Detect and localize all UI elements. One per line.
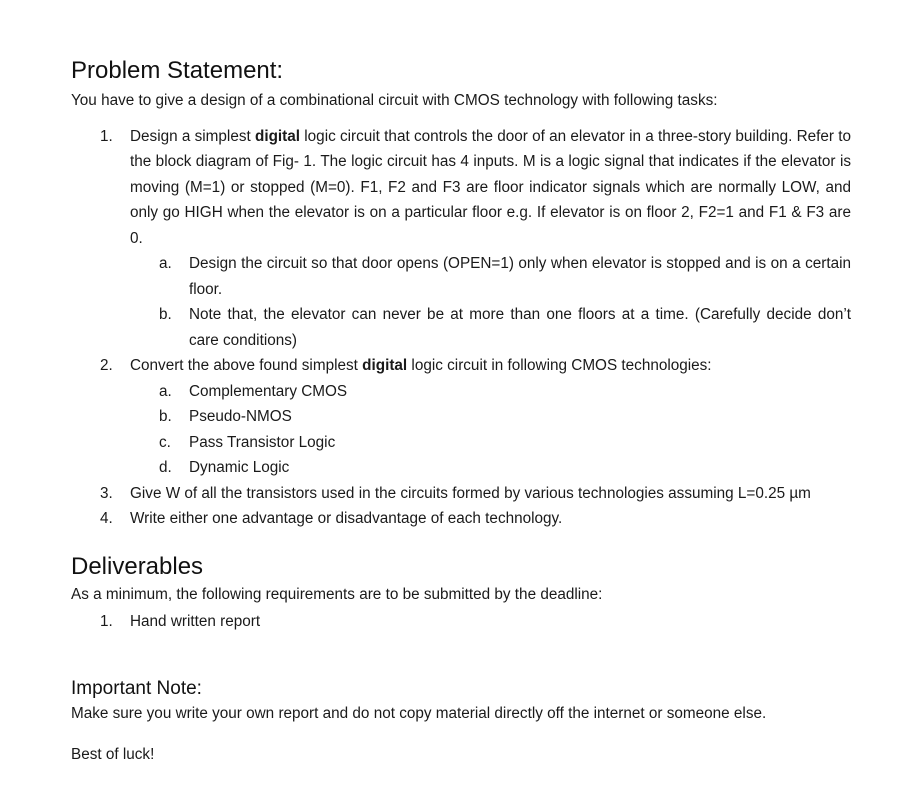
subtask-letter: b.: [159, 306, 172, 323]
task-number: 3.: [100, 484, 113, 502]
task-text-post: logic circuit in following CMOS technologies:: [407, 357, 712, 374]
subtask-text: Pass Transistor Logic: [189, 433, 336, 451]
task-text-post: logic circuit that controls the door of an elevator in a three-story building. Refer to the block diagram of Fig- 1. The logic circuit has 4 inputs. M is a logic signal that indicates if the elevator is moving (M=1) or stopped (M=0). F1, F2 and F3 are floor indicator signals which are normally LOW, and only go HIGH when the elevator is on a particular floor e.g. If elevator is on floor 2, F2=1 and F1 & F3 are 0.: [130, 127, 852, 247]
problem-intro: You have to give a design of a combinational circuit with CMOS technology with following tasks:: [71, 92, 718, 109]
subtask-item: [130, 404, 851, 430]
deliverables-list: [71, 609, 851, 635]
task-text-pre: Design a simplest: [130, 127, 255, 145]
subtask-item: [130, 430, 851, 456]
important-note-text: Make sure you write your own report and do not copy material directly off the internet or someone else.: [71, 704, 767, 722]
task-item-2: [71, 353, 851, 481]
subtask-item: [130, 251, 851, 302]
deliverables-section: [71, 552, 851, 635]
subtask-letter: c.: [159, 433, 171, 451]
problem-statement-heading: Problem Statement:: [71, 57, 284, 84]
task-text-bold: digital: [254, 127, 301, 145]
subtask-letter: b.: [159, 408, 172, 425]
subtask-text: Pseudo-NMOS: [189, 408, 292, 425]
deliverable-number: 1.: [100, 613, 113, 630]
subtask-letter: a.: [159, 255, 172, 272]
task-item-1: [71, 124, 851, 354]
document-page: [71, 56, 851, 768]
subtask-text: Dynamic Logic: [189, 459, 290, 476]
task-number: 1.: [100, 127, 113, 145]
subtask-letter: a.: [159, 382, 172, 400]
task-text-bold: digital: [362, 357, 408, 374]
deliverable-text: Hand written report: [130, 613, 261, 630]
task-text: Give W of all the transistors used in the circuits formed by various technologies assuming L=0.25 µm: [130, 484, 811, 502]
task-text-pre: Convert the above found simplest: [130, 357, 363, 374]
subtask-text: Complementary CMOS: [189, 382, 348, 400]
task-text: Write either one advantage or disadvantage of each technology.: [130, 510, 563, 527]
deliverables-heading: Deliverables: [71, 552, 204, 580]
task-item-4: [71, 506, 851, 532]
task-number: 4.: [100, 510, 113, 527]
task-list: [71, 124, 851, 532]
closing-text: Best of luck!: [71, 746, 155, 763]
subtask-letter: d.: [159, 459, 172, 476]
deliverables-intro: As a minimum, the following requirements are to be submitted by the deadline:: [71, 585, 603, 603]
deliverable-item: [71, 609, 851, 635]
important-note-heading: Important Note:: [71, 677, 202, 699]
subtask-text: Design the circuit so that door opens (OPEN=1) only when elevator is stopped and is on a certain floor.: [189, 255, 851, 298]
subtask-list: [130, 379, 851, 481]
task-number: 2.: [100, 357, 113, 374]
task-item-3: [71, 481, 851, 507]
subtask-text: Note that, the elevator can never be at more than one floors at a time. (Carefully decide don’t care conditions): [189, 306, 851, 349]
subtask-item: [130, 455, 851, 481]
subtask-list: [130, 251, 851, 353]
important-note-section: [71, 677, 851, 727]
subtask-item: [130, 379, 851, 405]
subtask-item: [130, 302, 851, 353]
